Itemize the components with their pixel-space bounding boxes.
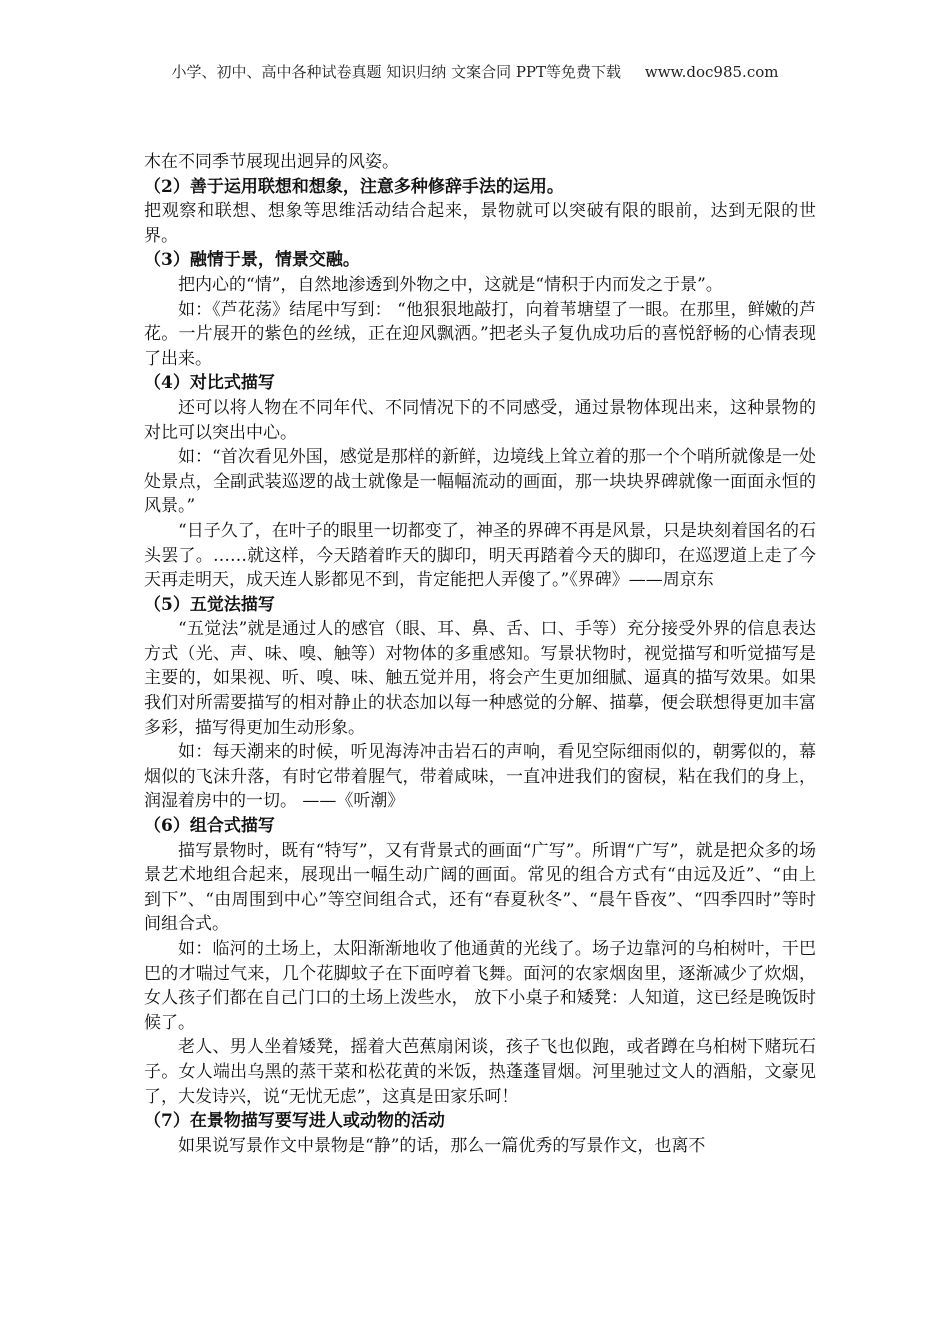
paragraph: “日子久了，在叶子的眼里一切都变了，神圣的界碑不再是风景，只是块刻着国名的石头罢了。……就这样，今天踏着昨天的脚印，明天再踏着今天的脚印，在巡逻道上走了今天再走明天，成天连人影都见不到，肯定能把人弄傻了。”《界碑》——周京东 — [144, 520, 816, 591]
paragraph: 把观察和联想、想象等思维活动结合起来，景物就可以突破有限的眼前，达到无限的世界。 — [144, 201, 816, 246]
paragraph: 如：《芦花荡》结尾中写到： “他狠狠地敲打，向着苇塘望了一眼。在那里，鲜嫩的芦花。一片展开的紫色的丝绒，正在迎风飘洒。”把老头子复仇成功后的喜悦舒畅的心情表现了出来。 — [144, 299, 816, 369]
paragraph: 如：“首次看见外国，感觉是那样的新鲜，边境线上耸立着的那一个个哨所就像是一处处景点，全副武装巡逻的战士就像是一幅幅流动的画面，那一块块界碑就像一面面永恒的风景。” — [144, 447, 816, 517]
paragraph: 还可以将人物在不同年代、不同情况下的不同感受，通过景物体现出来，这种景物的对比可以突出中心。 — [144, 397, 816, 443]
paragraph: 如果说写景作文中景物是“静”的话，那么一篇优秀的写景作文，也离不 — [178, 1135, 706, 1156]
section-heading-2: （2）善于运用联想和想象，注意多种修辞手法的运用。 — [144, 176, 564, 197]
paragraph: 如：临河的土场上，太阳渐渐地收了他通黄的光线了。场子边靠河的乌桕树叶，干巴巴的才喘过气来，几个花脚蚊子在下面哼着飞舞。面河的农家烟囱里，逐渐减少了炊烟，女人孩子们都在自己门口的土场上泼些水， 放下小桌子和矮凳：人知道，这已经是晚饭时候了。 — [144, 939, 816, 1033]
page-header — [0, 62, 950, 82]
header-site: www.doc985.com — [644, 63, 779, 81]
section-heading-5: （5）五觉法描写 — [144, 594, 275, 615]
section-heading-6: （6）组合式描写 — [144, 816, 275, 837]
paragraph: 描写景物时，既有“特写”，又有背景式的画面“广写”。所谓“广写”，就是把众多的场景艺术地组合起来，展现出一幅生动广阔的画面。常见的组合方式有“由远及近”、“由上到下”、“由周围到中心”等空间组合式，还有“春夏秋冬”、“晨午昏夜”、“四季四时”等时间组合式。 — [144, 840, 816, 935]
document-body — [144, 150, 816, 1158]
paragraph: “五觉法”就是通过人的感官（眼、耳、鼻、舌、口、手等）充分接受外界的信息表达方式（光、声、味、嗅、触等）对物体的多重感知。写景状物时，视觉描写和听觉描写是主要的，如果视、听、嗅、味、触五觉并用，将会产生更加细腻、逼真的描写效果。如果我们对所需要描写的相对静止的状态加以每一种感觉的分解、描摹，便会联想得更加丰富多彩，描写得更加生动形象。 — [144, 619, 816, 738]
header-text: 小学、初中、高中各种试卷真题 知识归纳 文案合同 PPT等免费下载 — [171, 63, 622, 81]
paragraph: 把内心的“情”，自然地渗透到外物之中，这就是“情积于内而发之于景”。 — [178, 274, 723, 295]
section-heading-4: （4）对比式描写 — [144, 373, 275, 394]
paragraph: 如：每天潮来的时候，听见海涛冲击岩石的声响，看见空际细雨似的，朝雾似的，幕烟似的飞沫升落，有时它带着腥气，带着咸味，一直冲进我们的窗棂，粘在我们的身上，润湿着房中的一切。 ——《听潮》 — [144, 742, 816, 812]
paragraph: 木在不同季节展现出迥异的风姿。 — [144, 152, 399, 172]
paragraph: 老人、男人坐着矮凳，摇着大芭蕉扇闲谈，孩子飞也似跑，或者蹲在乌桕树下赌玩石子。女人端出乌黑的蒸干菜和松花黄的米饭，热蓬蓬冒烟。河里驰过文人的酒船，文豪见了，大发诗兴，说“无忧无虑”，这真是田家乐呵！ — [144, 1037, 816, 1107]
section-heading-7: （7）在景物描写要写进人或动物的活动 — [144, 1111, 445, 1132]
section-heading-3: （3）融情于景，情景交融。 — [144, 250, 360, 271]
